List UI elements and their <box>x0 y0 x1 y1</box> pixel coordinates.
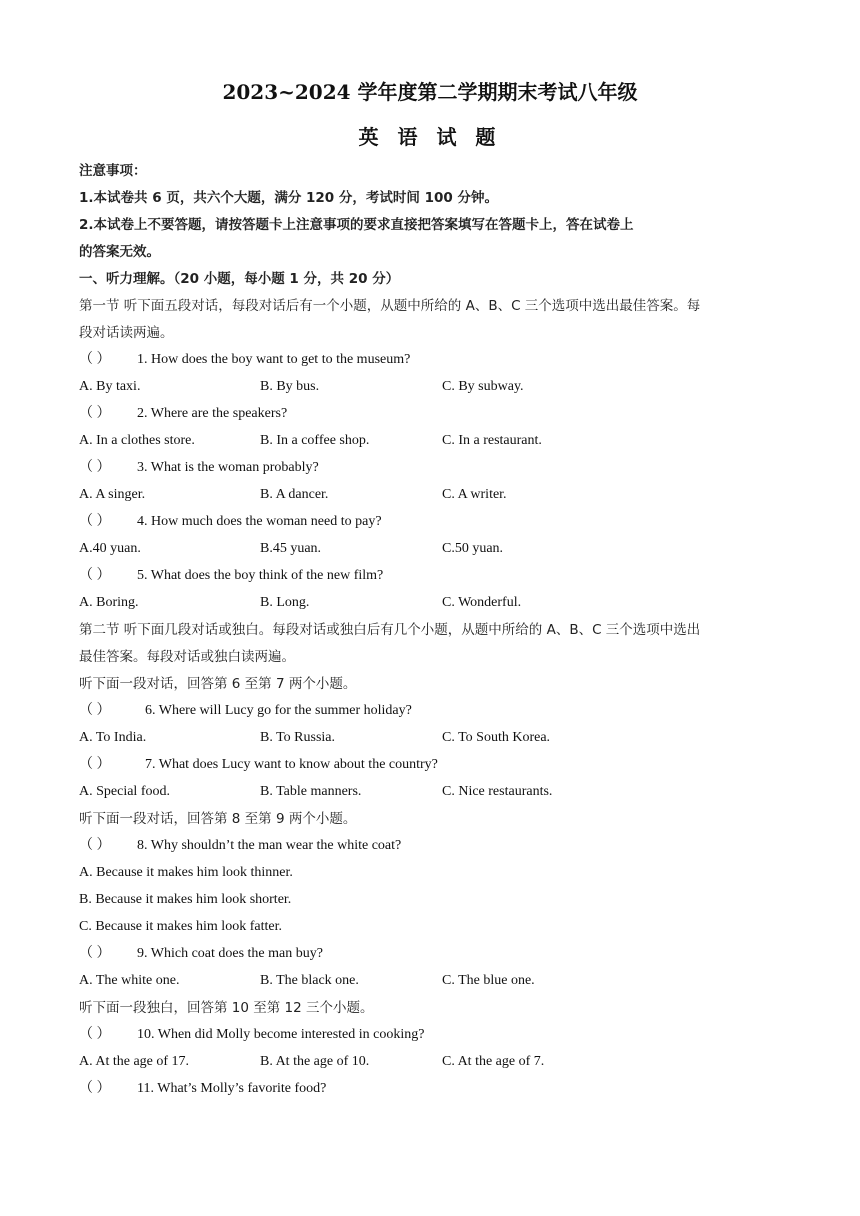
part-1-instructions-cont: 段对话读两遍。 <box>79 325 174 341</box>
answer-blank: （ ） <box>79 352 111 367</box>
answer-blank: （ ） <box>79 460 111 475</box>
part-1-instructions: 第一节 听下面五段对话，每段对话后有一个小题，从题中所给的 A、B、C 三个选项中选出最佳答案。每 <box>79 298 701 314</box>
dialogue-intro-6-7: 听下面一段对话，回答第 6 至第 7 两个小题。 <box>79 676 357 692</box>
option-c: C. Nice restaurants. <box>442 784 553 799</box>
option-a: A. Special food. <box>79 784 170 799</box>
question-3: （ ） 3. What is the woman probably? <box>79 460 319 475</box>
part-2-instructions: 第二节 听下面几段对话或独白。每段对话或独白后有几个小题，从题中所给的 A、B、C 三个选项中选出 <box>79 622 701 638</box>
question-8-option-b: B. Because it makes him look shorter. <box>79 892 292 907</box>
option-b: B.45 yuan. <box>260 541 322 556</box>
monologue-intro-10-12: 听下面一段独白，回答第 10 至第 12 三个小题。 <box>79 1000 374 1016</box>
option-a: A. A singer. <box>79 487 146 502</box>
option-b: B. A dancer. <box>260 487 329 502</box>
option-c: C. To South Korea. <box>442 730 551 745</box>
question-7: （ ） 7. What does Lucy want to know about the country? <box>79 757 438 772</box>
answer-blank: （ ） <box>79 757 111 772</box>
answer-blank: （ ） <box>79 838 111 853</box>
option-a: A. By taxi. <box>79 379 141 394</box>
question-9: （ ） 9. Which coat does the man buy? <box>79 946 323 961</box>
answer-blank: （ ） <box>79 1081 111 1096</box>
option-a: A. To India. <box>79 730 147 745</box>
section-1-heading: 一、听力理解。（20 小题，每小题 1 分，共 20 分） <box>79 271 400 287</box>
question-10: （ ） 10. When did Molly become interested in cooking? <box>79 1027 425 1042</box>
answer-blank: （ ） <box>79 568 111 583</box>
option-c: C. Wonderful. <box>442 595 522 610</box>
option-c: C. A writer. <box>442 487 507 502</box>
answer-blank: （ ） <box>79 1027 111 1042</box>
option-a: A. The white one. <box>79 973 180 988</box>
option-b: B. To Russia. <box>260 730 335 745</box>
option-b: B. Long. <box>260 595 310 610</box>
option-b: B. In a coffee shop. <box>260 433 370 448</box>
answer-blank: （ ） <box>79 406 111 421</box>
option-b: B. By bus. <box>260 379 320 394</box>
question-1: （ ） 1. How does the boy want to get to the museum? <box>79 352 411 367</box>
answer-blank: （ ） <box>79 514 111 529</box>
notes-heading: 注意事项： <box>79 163 147 179</box>
option-c: C. By subway. <box>442 379 524 394</box>
question-8: （ ） 8. Why shouldn’t the man wear the white coat? <box>79 838 402 853</box>
question-4: （ ） 4. How much does the woman need to pay? <box>79 514 382 529</box>
question-8-option-a: A. Because it makes him look thinner. <box>79 865 293 880</box>
note-item-2: 2.本试卷上不要答题，请按答题卡上注意事项的要求直接把答案填写在答题卡上，答在试卷上 <box>79 217 634 233</box>
option-a: A. Boring. <box>79 595 139 610</box>
option-a: A. In a clothes store. <box>79 433 195 448</box>
option-a: A.40 yuan. <box>79 541 141 556</box>
option-c: C. In a restaurant. <box>442 433 542 448</box>
option-a: A. At the age of 17. <box>79 1054 190 1069</box>
option-c: C. The blue one. <box>442 973 535 988</box>
answer-blank: （ ） <box>79 703 111 718</box>
option-b: B. At the age of 10. <box>260 1054 370 1069</box>
option-b: B. Table manners. <box>260 784 362 799</box>
part-2-instructions-cont: 最佳答案。每段对话或独白读两遍。 <box>79 649 295 665</box>
question-11: （ ） 11. What’s Molly’s favorite food? <box>79 1081 327 1096</box>
answer-blank: （ ） <box>79 946 111 961</box>
question-2: （ ） 2. Where are the speakers? <box>79 406 288 421</box>
question-8-option-c: C. Because it makes him look fatter. <box>79 919 282 934</box>
subject-title: 英 语 试 题 <box>358 125 502 149</box>
exam-title: 2023~2024 学年度第二学期期末考试八年级 <box>222 80 638 104</box>
dialogue-intro-8-9: 听下面一段对话，回答第 8 至第 9 两个小题。 <box>79 811 357 827</box>
option-b: B. The black one. <box>260 973 359 988</box>
note-item-2-cont: 的答案无效。 <box>79 244 160 260</box>
question-5: （ ） 5. What does the boy think of the new film? <box>79 568 384 583</box>
option-c: C.50 yuan. <box>442 541 504 556</box>
note-item-1: 1.本试卷共 6 页，共六个大题，满分 120 分，考试时间 100 分钟。 <box>79 190 498 206</box>
question-6: （ ） 6. Where will Lucy go for the summer holiday? <box>79 703 412 718</box>
option-c: C. At the age of 7. <box>442 1054 545 1069</box>
